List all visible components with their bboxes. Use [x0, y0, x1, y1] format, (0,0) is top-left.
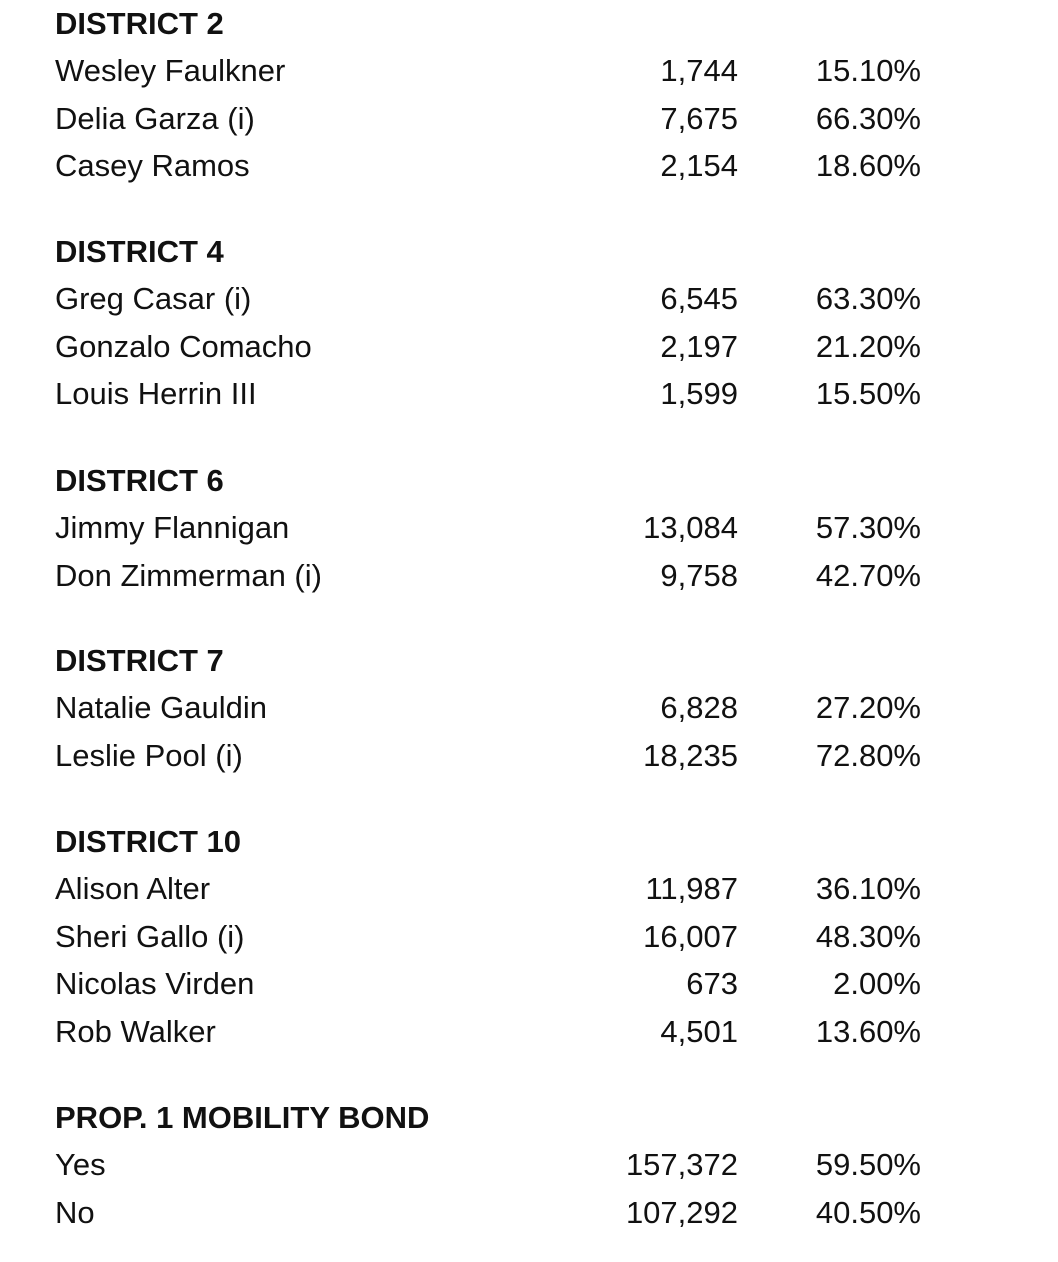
section-district-7: [55, 637, 955, 779]
candidate-name: Sheri Gallo (i): [55, 918, 245, 954]
result-row: [55, 1141, 955, 1189]
vote-percent: 15.50%: [815, 376, 921, 411]
vote-percent: 2.00%: [833, 966, 921, 1001]
vote-count: 16,007: [643, 918, 738, 954]
result-row: [55, 960, 955, 1008]
result-row: [55, 142, 955, 190]
result-row: [55, 913, 955, 961]
section-prop-1-mobility-bond: [55, 1094, 955, 1236]
section-heading: DISTRICT 2: [55, 6, 224, 41]
candidate-name: Casey Ramos: [55, 148, 250, 183]
candidate-name: Natalie Gauldin: [55, 690, 267, 725]
candidate-name: Alison Alter: [55, 871, 211, 906]
result-row: [55, 504, 955, 552]
vote-count: 2,197: [660, 328, 738, 364]
vote-percent: 48.30%: [815, 918, 921, 954]
result-row: [55, 865, 955, 913]
candidate-name: Delia Garza (i): [55, 100, 255, 136]
section-district-2: [55, 0, 955, 190]
result-row: [55, 732, 955, 780]
candidate-name: Leslie Pool (i): [55, 737, 243, 773]
section-district-10: [55, 818, 955, 1055]
result-row: [55, 323, 955, 371]
section-district-6: [55, 457, 955, 599]
result-row: [55, 47, 955, 95]
vote-percent: 57.30%: [815, 510, 921, 545]
section-heading: DISTRICT 7: [55, 643, 224, 678]
vote-percent: 18.60%: [815, 148, 921, 183]
vote-count: 1,744: [660, 53, 738, 88]
candidate-name: Don Zimmerman (i): [55, 557, 322, 593]
vote-percent: 13.60%: [815, 1013, 921, 1049]
vote-count: 2,154: [660, 148, 738, 183]
vote-percent: 21.20%: [815, 328, 921, 364]
result-row: [55, 1008, 955, 1056]
result-row: [55, 370, 955, 418]
option-name: Yes: [55, 1147, 106, 1182]
vote-percent: 40.50%: [815, 1194, 921, 1230]
vote-count: 6,545: [660, 281, 738, 316]
section-heading: PROP. 1 MOBILITY BOND: [55, 1100, 430, 1135]
vote-count: 11,987: [645, 871, 738, 906]
vote-count: 6,828: [660, 690, 738, 725]
vote-count: 1,599: [660, 376, 738, 411]
result-row: [55, 95, 955, 143]
result-row: [55, 275, 955, 323]
vote-count: 18,235: [643, 737, 738, 773]
candidate-name: Gonzalo Comacho: [55, 328, 312, 364]
vote-percent: 15.10%: [815, 53, 921, 88]
option-name: No: [55, 1194, 95, 1230]
vote-percent: 42.70%: [815, 557, 921, 593]
section-heading: DISTRICT 10: [55, 824, 242, 859]
vote-percent: 59.50%: [815, 1147, 921, 1182]
result-row: [55, 1189, 955, 1237]
vote-count: 4,501: [660, 1013, 738, 1049]
candidate-name: Wesley Faulkner: [55, 53, 286, 88]
candidate-name: Louis Herrin III: [55, 376, 257, 411]
vote-count: 673: [686, 966, 738, 1001]
vote-percent: 36.10%: [815, 871, 921, 906]
section-heading: DISTRICT 4: [55, 234, 224, 269]
result-row: [55, 552, 955, 600]
candidate-name: Jimmy Flannigan: [55, 510, 290, 545]
vote-percent: 66.30%: [815, 100, 921, 136]
vote-count: 7,675: [660, 100, 738, 136]
vote-count: 157,372: [625, 1147, 738, 1182]
vote-percent: 63.30%: [815, 281, 921, 316]
vote-percent: 27.20%: [815, 690, 921, 725]
candidate-name: Greg Casar (i): [55, 281, 252, 316]
vote-percent: 72.80%: [815, 737, 921, 773]
section-district-4: [55, 228, 955, 418]
vote-count: 107,292: [625, 1194, 738, 1230]
vote-count: 13,084: [643, 510, 738, 545]
result-row: [55, 684, 955, 732]
section-heading: DISTRICT 6: [55, 463, 224, 498]
candidate-name: Nicolas Virden: [55, 966, 255, 1001]
candidate-name: Rob Walker: [55, 1013, 216, 1049]
vote-count: 9,758: [660, 557, 738, 593]
